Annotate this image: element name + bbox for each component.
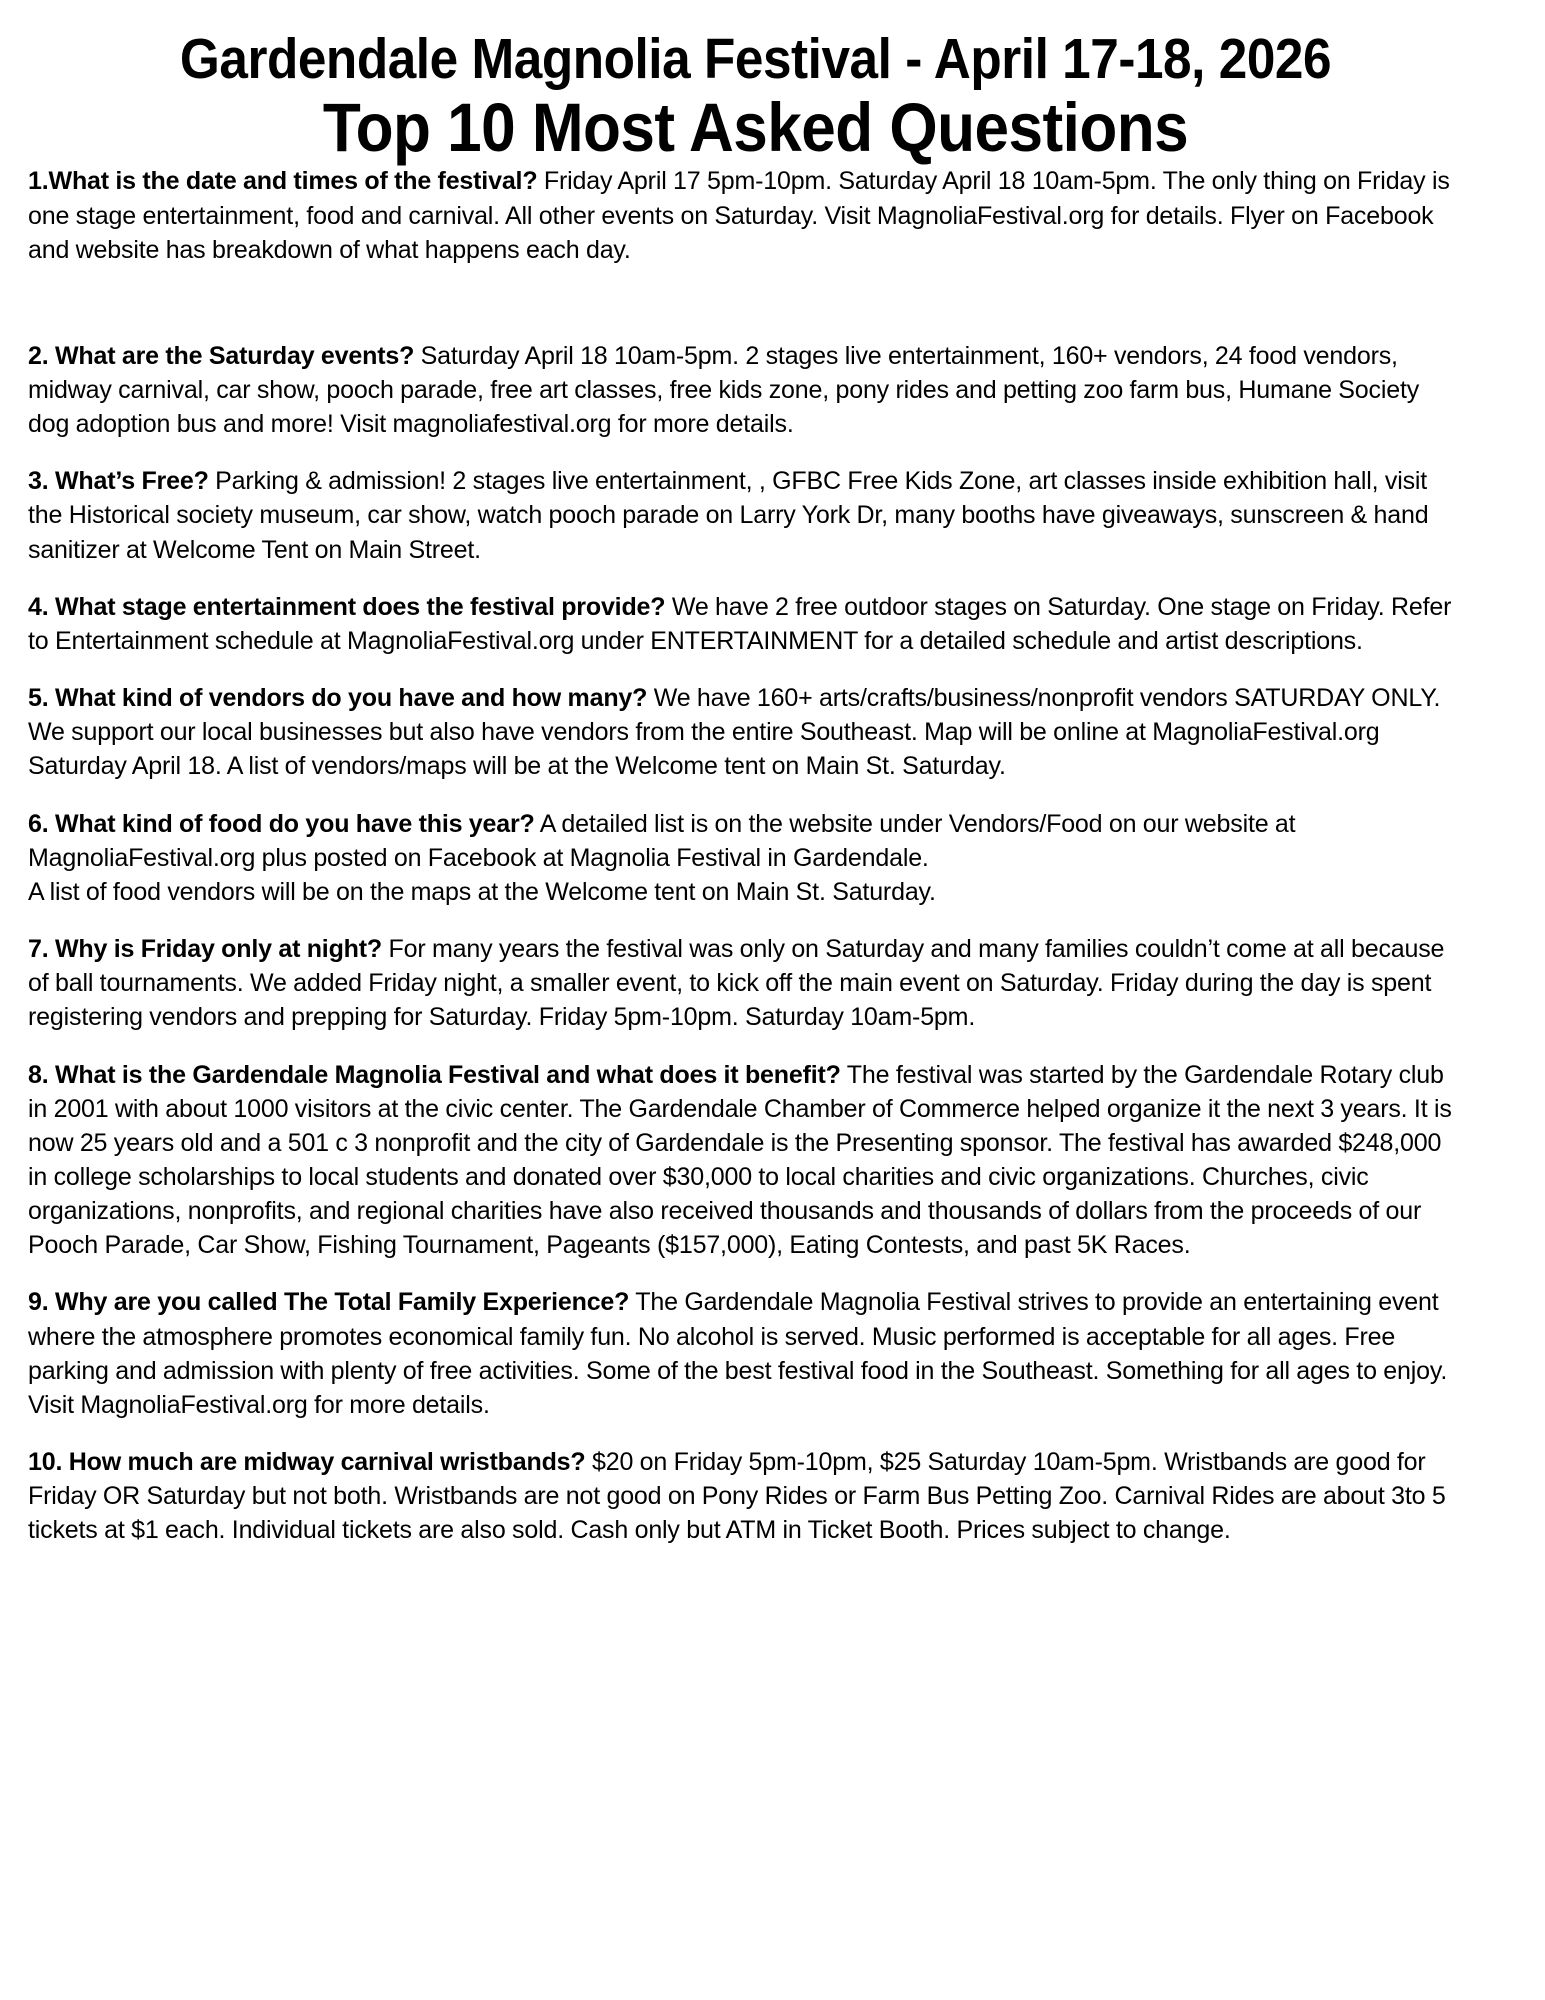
faq-item-10 bbox=[28, 1445, 1461, 1547]
faq-answer-3: Parking & admission! 2 stages live entertainment, , GFBC Free Kids Zone, art classes inside exhibition hall, visit the Historical society museum, car show, watch pooch parade on Larry York Dr, many booths have giveaways, sunscreen & hand sanitizer at Welcome Tent on Main Street. bbox=[28, 467, 1429, 564]
faq-answer-9: The Gardendale Magnolia Festival strives to provide an entertaining event where the atmosphere promotes economical family fun. No alcohol is served. Music performed is acceptable for all ages. Free parking and admission with plenty of free activities. Some of the best festival food in the Southeast. Something for all ages to enjoy. Visit MagnoliaFestival.org for more details. bbox=[28, 1288, 1448, 1419]
faq-question-1: 1.What is the date and times of the festival? bbox=[28, 167, 538, 196]
faq-item-4 bbox=[28, 590, 1461, 658]
faq-question-10: 10. How much are midway carnival wristbands? bbox=[28, 1448, 586, 1477]
faq-answer-2: Saturday April 18 10am-5pm. 2 stages live entertainment, 160+ vendors, 24 food vendors, midway carnival, car show, pooch parade, free art classes, free kids zone, pony rides and petting zoo farm bus, Humane Society dog adoption bus and more! Visit magnoliafestival.org for more details. bbox=[28, 341, 1420, 439]
faq-answer-7: For many years the festival was only on Saturday and many families couldn’t come at all because of ball tournaments. We added Friday night, a smaller event, to kick off the main event on Saturday. Friday during the day is spent registering vendors and prepping for Saturday. Friday 5pm-10pm. Saturday 10am-5pm. bbox=[28, 935, 1445, 1032]
faq-item-2 bbox=[28, 339, 1461, 441]
faq-question-9: 9. Why are you called The Total Family Experience? bbox=[28, 1288, 630, 1317]
faq-item-8 bbox=[28, 1058, 1461, 1263]
faq-answer-4: We have 2 free outdoor stages on Saturday. One stage on Friday. Refer to Entertainment schedule at MagnoliaFestival.org under ENTERTAINMENT for a detailed schedule and artist descriptions. bbox=[28, 592, 1452, 655]
faq-answer-10-emphasis: Cash only but ATM in Ticket Booth. Prices subject to change. bbox=[570, 1516, 1231, 1545]
faq-answer-6-line-2: A list of food vendors will be on the maps at the Welcome tent on Main St. Saturday. bbox=[28, 877, 936, 906]
faq-item-9 bbox=[28, 1285, 1461, 1422]
page-title-line-2: Top 10 Most Asked Questions bbox=[322, 89, 1189, 167]
faq-question-4: 4. What stage entertainment does the festival provide? bbox=[28, 592, 666, 621]
faq-question-3: 3. What’s Free? bbox=[28, 467, 209, 496]
document-title-block bbox=[28, 27, 1483, 167]
faq-answer-5: We have 160+ arts/crafts/business/nonprofit vendors SATURDAY ONLY. We support our local businesses but also have vendors from the entire Southeast. Map will be online at MagnoliaFestival.org Saturday April 18. A list of vendors/maps will be at the Welcome tent on Main St. Saturday. bbox=[28, 684, 1441, 781]
faq-answer-10: $20 on Friday 5pm-10pm, $25 Saturday 10am-5pm. Wristbands are good for Friday OR Saturday but not both. Wristbands are not good on Pony Rides or Farm Bus Petting Zoo. Carnival Rides are about 3to 5 tickets at $1 each. Individual tickets are also sold. bbox=[28, 1448, 1446, 1545]
faq-item-1 bbox=[28, 164, 1461, 266]
faq-question-5: 5. What kind of vendors do you have and how many? bbox=[28, 684, 648, 713]
faq-answer-6: A detailed list is on the website under Vendors/Food on our website at MagnoliaFestival.org plus posted on Facebook at Magnolia Festival in Gardendale. bbox=[28, 809, 1296, 872]
faq-item-6 bbox=[28, 807, 1461, 909]
faq-question-7: 7. Why is Friday only at night? bbox=[28, 935, 383, 964]
faq-question-2: 2. What are the Saturday events? bbox=[28, 341, 415, 370]
faq-list bbox=[28, 164, 1483, 1547]
faq-item-7 bbox=[28, 932, 1461, 1034]
page-title-line-1: Gardendale Magnolia Festival - April 17-18, 2026 bbox=[179, 27, 1332, 91]
faq-item-3 bbox=[28, 464, 1461, 566]
faq-item-5 bbox=[28, 681, 1461, 783]
faq-answer-8: The festival was started by the Gardendale Rotary club in 2001 with about 1000 visitors at the civic center. The Gardendale Chamber of Commerce helped organize it the next 3 years. It is now 25 years old and a 501 c 3 nonprofit and the city of Gardendale is the Presenting sponsor. The festival has awarded $248,000 in college scholarships to local students and donated over $30,000 to local charities and civic organizations. Churches, civic organizations, nonprofits, and regional charities have also received thousands and thousands of dollars from the proceeds of our Pooch Parade, Car Show, Fishing Tournament, Pageants ($157,000), Eating Contests, and past 5K Races. bbox=[28, 1060, 1452, 1260]
faq-answer-1: Friday April 17 5pm-10pm. Saturday April 18 10am-5pm. The only thing on Friday is one stage entertainment, food and carnival. All other events on Saturday. Visit MagnoliaFestival.org for details. Flyer on Facebook and website has breakdown of what happens each day. bbox=[28, 167, 1450, 264]
faq-question-8: 8. What is the Gardendale Magnolia Festival and what does it benefit? bbox=[28, 1060, 841, 1089]
faq-question-6: 6. What kind of food do you have this year? bbox=[28, 809, 535, 838]
